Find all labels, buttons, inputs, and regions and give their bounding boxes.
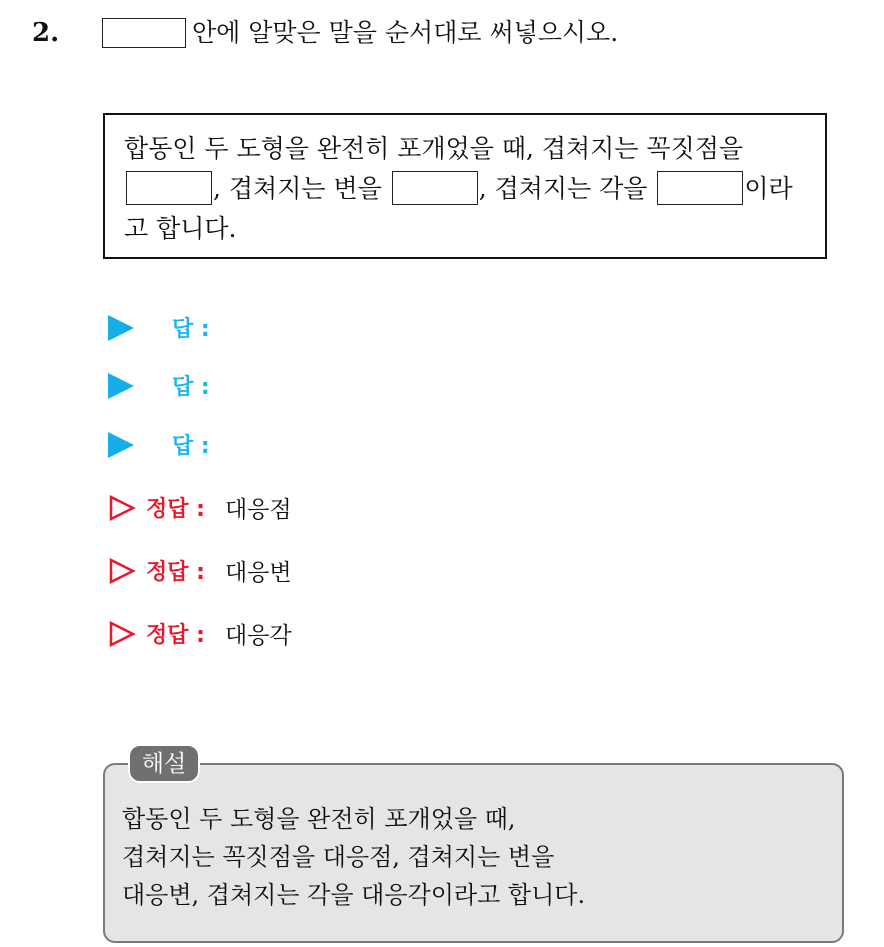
- explanation-line-1: 합동인 두 도형을 완전히 포개었을 때,: [122, 805, 516, 833]
- correct-answer-row-2: [108, 554, 292, 587]
- blank-box-2[interactable]: [392, 171, 478, 205]
- explanation-text: [122, 800, 585, 914]
- answer-row-3: [108, 429, 210, 460]
- explanation-tab: 해설: [128, 744, 200, 783]
- outline-triangle-icon: [108, 557, 136, 585]
- passage-seg-3: 이라: [744, 174, 793, 203]
- question-prompt-text: 안에 알맞은 말을 순서대로 써넣으시오.: [192, 18, 619, 47]
- correct-answer-label: 정답 :: [146, 497, 205, 522]
- blank-box-1[interactable]: [126, 171, 212, 205]
- explanation-line-3: 대응변, 겹쳐지는 각을 대응각이라고 합니다.: [122, 881, 586, 909]
- outline-triangle-icon: [108, 494, 136, 522]
- correct-answer-label: 정답 :: [146, 623, 205, 648]
- triangle-marker-icon: [108, 315, 134, 341]
- passage-line-2: [124, 169, 807, 209]
- answer-row-2: [108, 370, 210, 401]
- correct-answer-value: 대응변: [224, 560, 292, 586]
- outline-triangle-icon: [108, 620, 136, 648]
- blank-box-3[interactable]: [657, 171, 743, 205]
- passage-seg-1: , 겹쳐지는 변을: [213, 174, 382, 203]
- answer-label: 답 :: [172, 317, 210, 342]
- correct-answer-row-3: [108, 617, 292, 650]
- passage-seg-2: , 겹쳐지는 각을: [478, 174, 648, 203]
- triangle-marker-icon: [108, 432, 134, 458]
- explanation-line-2: 겹쳐지는 꼭짓점을 대응점, 겹쳐지는 변을: [122, 843, 555, 871]
- correct-answer-value: 대응점: [224, 497, 292, 523]
- correct-answer-label: 정답 :: [146, 560, 205, 585]
- answer-label: 답 :: [172, 375, 210, 400]
- passage-line-1: 합동인 두 도형을 완전히 포개었을 때, 겹쳐지는 꼭짓점을: [124, 134, 744, 163]
- triangle-marker-icon: [108, 373, 134, 399]
- answer-row-1: [108, 312, 210, 343]
- correct-answer-value: 대응각: [224, 623, 292, 649]
- passage-box: [103, 113, 827, 259]
- question-prompt: [102, 16, 618, 50]
- passage-line-3: 고 합니다.: [124, 214, 237, 243]
- answer-label: 답 :: [172, 434, 210, 459]
- question-number: 2.: [32, 18, 60, 48]
- blank-box: [102, 18, 186, 48]
- correct-answer-row-1: [108, 491, 292, 524]
